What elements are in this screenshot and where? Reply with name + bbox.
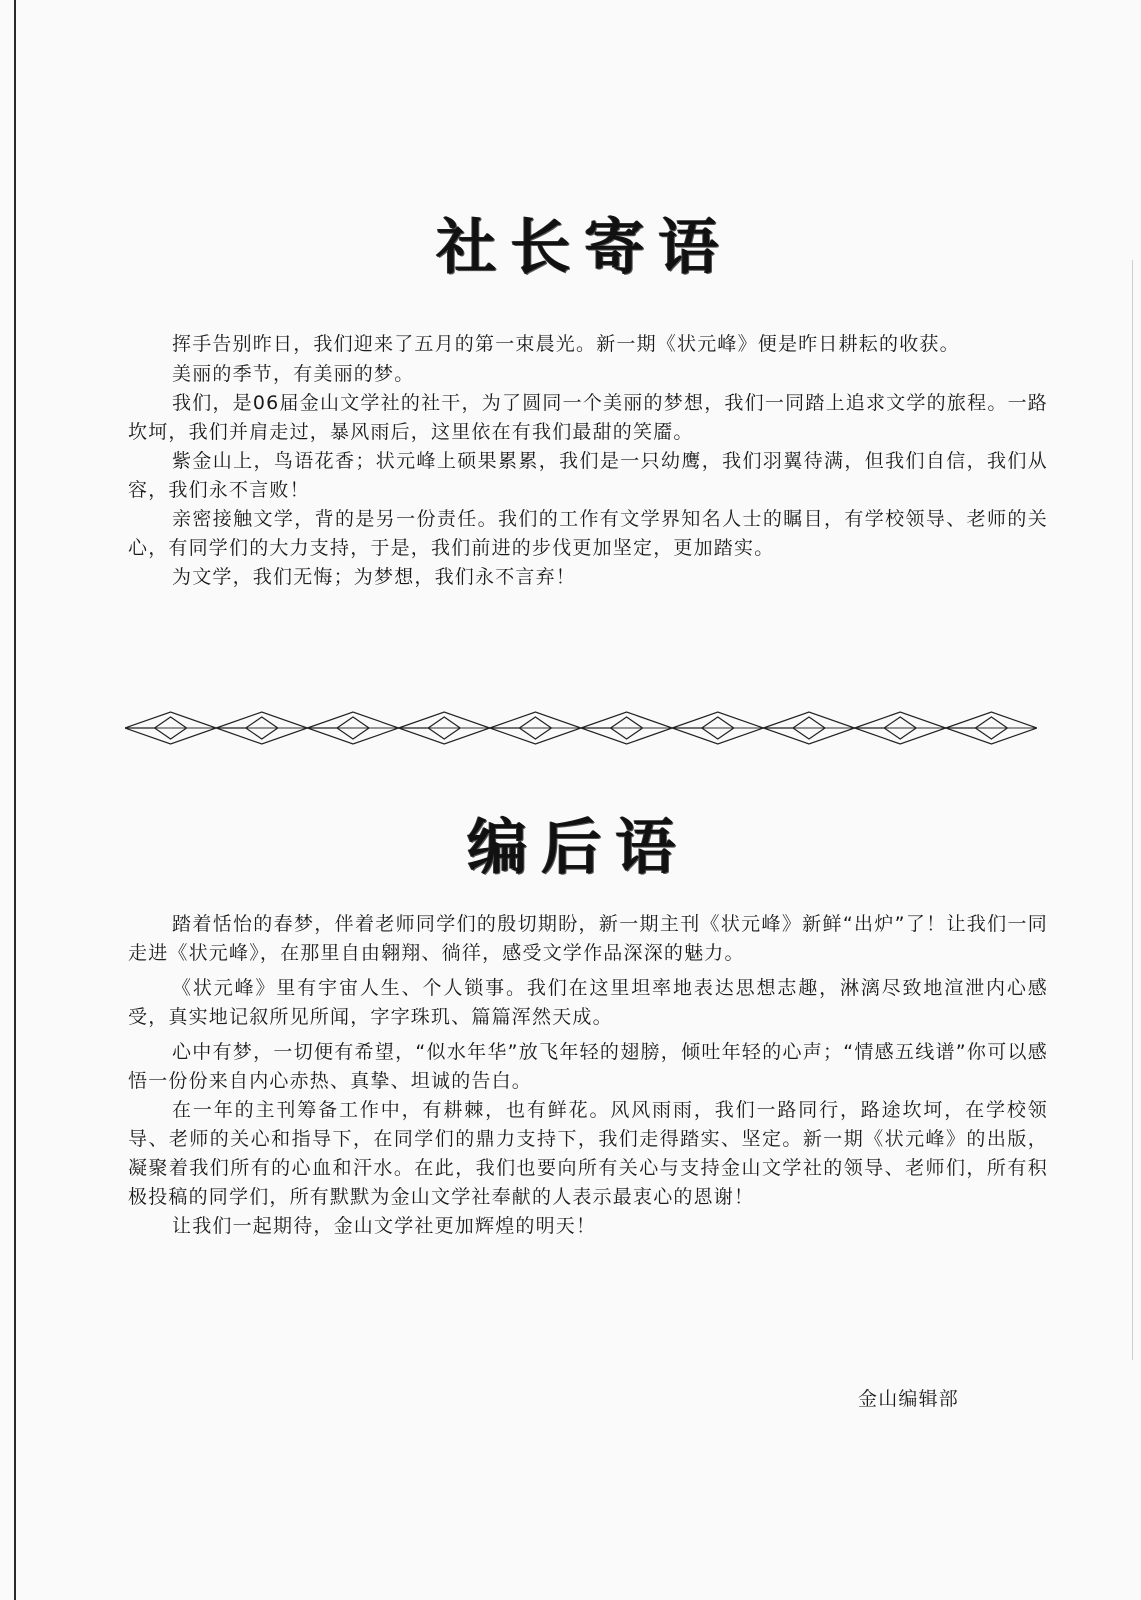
paragraph: 《状元峰》里有宇宙人生、个人锁事。我们在这里坦率地表达思想志趣，淋漓尽致地渲泄内心感受，真实地记叙所见所闻，字字珠玑、篇篇浑然天成。 <box>128 977 1048 1028</box>
paragraph: 美丽的季节，有美丽的梦。 <box>172 362 415 385</box>
paragraph: 紫金山上，鸟语花香；状元峰上硕果累累，我们是一只幼鹰，我们羽翼待满，但我们自信，我们从容，我们永不言败！ <box>128 450 1048 501</box>
section-title-president-message: 社长寄语 <box>436 213 733 283</box>
paragraph: 在一年的主刊筹备工作中，有耕棘，也有鲜花。风风雨雨，我们一路同行，路途坎坷，在学校领导、老师的关心和指导下，在同学们的鼎力支持下，我们走得踏实、坚定。新一期《状元峰》的出版，凝聚着我们所有的心血和汗水。在此，我们也要向所有关心与支持金山文学社的领导、老师们，所有积极投稿的同学们，所有默默为金山文学社奉献的人表示最衷心的恩谢！ <box>128 1099 1048 1208</box>
paragraph: 踏着恬怡的春梦，伴着老师同学们的殷切期盼，新一期主刊《状元峰》新鲜“出炉”了！让我们一同走进《状元峰》，在那里自由翱翔、徜徉，感受文学作品深深的魅力。 <box>128 913 1048 964</box>
afterword-body <box>128 910 1048 1247</box>
section-title-afterword: 编后语 <box>467 813 690 883</box>
paragraph: 我们，是06届金山文学社的社干，为了圆同一个美丽的梦想，我们一同踏上追求文学的旅程。一路坎坷，我们并肩走过，暴风雨后，这里依在有我们最甜的笑靥。 <box>128 392 1048 443</box>
paragraph: 让我们一起期待，金山文学社更加辉煌的明天！ <box>172 1215 597 1237</box>
paragraph: 为文学，我们无悔；为梦想，我们永不言弃！ <box>172 566 577 588</box>
paragraph: 亲密接触文学，背的是另一份责任。我们的工作有文学界知名人士的瞩目，有学校领导、老师的关心，有同学们的大力支持，于是，我们前进的步伐更加坚定，更加踏实。 <box>128 508 1048 559</box>
paragraph: 挥手告别昨日，我们迎来了五月的第一束晨光。新一期《状元峰》便是昨日耕耘的收获。 <box>172 333 960 355</box>
signature: 金山编辑部 <box>858 1388 960 1410</box>
diamond-divider <box>125 708 1037 748</box>
president-message-body <box>128 330 1048 593</box>
paragraph: 心中有梦，一切便有希望，“似水年华”放飞年轻的翅膀，倾吐年轻的心声；“情感五线谱”你可以感悟一份份来自内心赤热、真挚、坦诚的告白。 <box>128 1041 1048 1092</box>
